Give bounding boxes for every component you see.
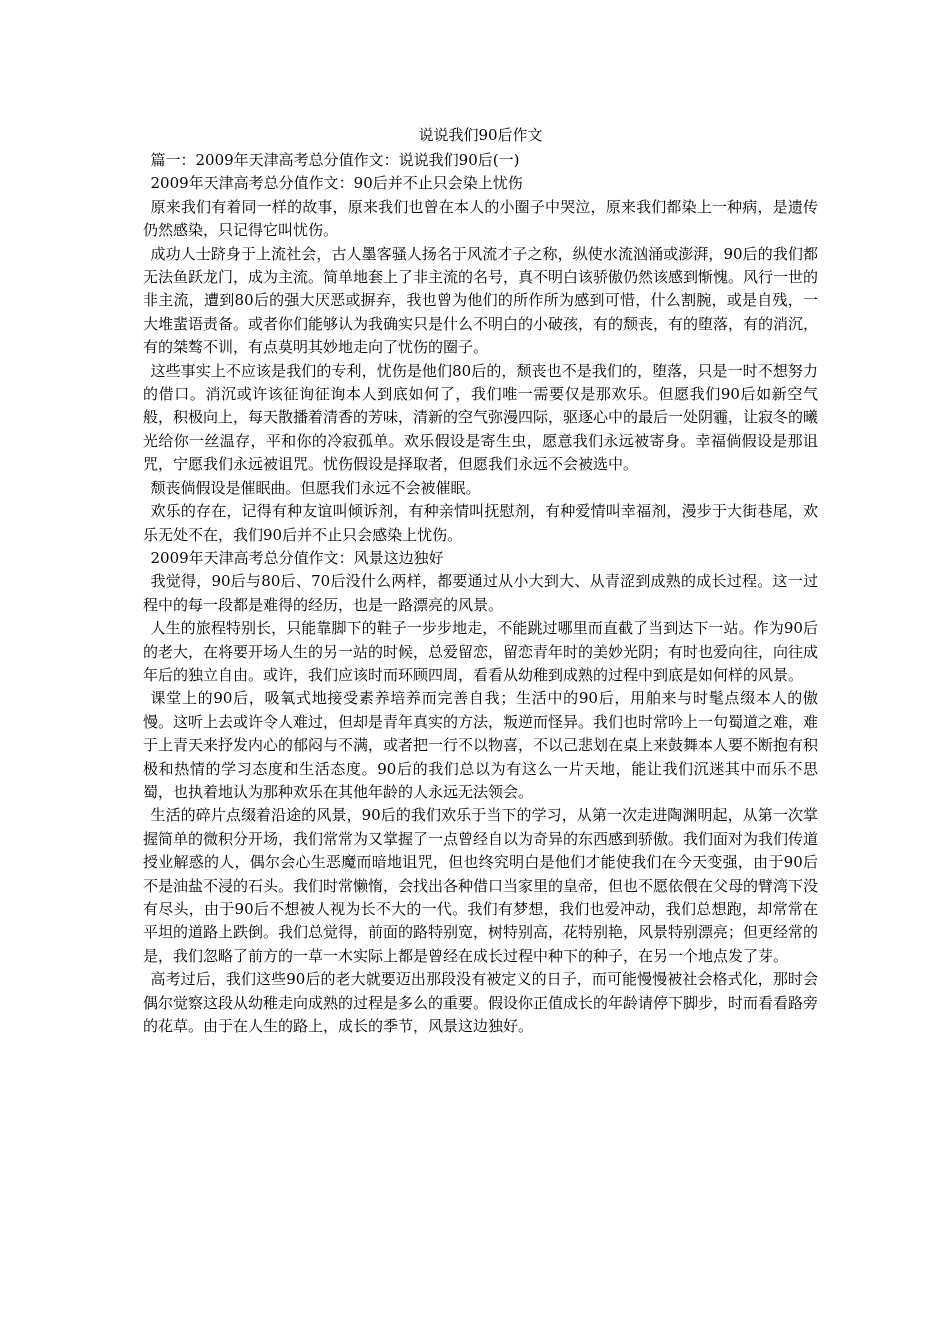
paragraph: 颓丧倘假设是催眠曲。但愿我们永远不会被催眠。: [150, 478, 481, 497]
paragraph: 成功人士跻身于上流社会，古人墨客骚人扬名于风流才子之称，纵使水流汹涌或澎湃，90后的我们都无法鱼跃龙门，成为主流。简单地套上了非主流的名号，真不明白该骄傲仍然该感到惭愧。风行一世的非主流，遭到80后的强大厌恶或摒弃，我也曾为他们的所作所为感到可惜，什么割腕，或是自残，一大堆蜚语责备。或者你们能够认为我确实只是什么不明白的小破孩，有的颓丧，有的堕落，有的消沉，有的桀骜不训，有点莫明其妙地走向了忧伤的圈子。: [143, 244, 819, 357]
paragraph: 高考过后，我们这些90后的老大就要迈出那段没有被定义的日子，而可能慢慢被社会格式化，那时会偶尔觉察这段从幼稚走向成熟的过程是多么的重要。假设你正值成长的年龄请停下脚步，时而看看路旁的花草。由于在人生的路上，成长的季节，风景这边独好。: [143, 970, 819, 1036]
paragraph: 我觉得，90后与80后、70后没什么两样，都要通过从小大到大、从青涩到成熟的成长过程。这一过程中的每一段都是难得的经历，也是一路漂亮的风景。: [143, 572, 818, 614]
paragraph: 原来我们有着同一样的故事，原来我们也曾在本人的小圈子中哭泣，原来我们都染上一种病，是遗传仍然感染，只记得它叫忧伤。: [143, 197, 818, 240]
heading-part-one: 篇一：2009年天津高考总分值作文：说说我们90后(一): [150, 151, 520, 169]
paragraph: 生活的碎片点缀着沿途的风景，90后的我们欢乐于当下的学习，从第一次走进陶渊明起，从第一次掌握简单的微积分开场，我们常常为又掌握了一点曾经自以为奇异的东西感到骄傲。我们面对为我们传道授业解惑的人，偶尔会心生恶魔而暗地诅咒，但也终究明白是他们才能使我们在今天变强，由于90后不是油盐不浸的石头。我们时常懒惰，会找出各种借口当家里的皇帝，但也不愿依偎在父母的臂湾下没有尽头，由于90后不想被人视为长不大的一代。我们有梦想，我们也爱冲动，我们总想跑，却常常在平坦的道路上跌倒。我们总觉得，前面的路特别宽，树特别高，花特别艳，风景特别漂亮；但更经常的是，我们忽略了前方的一草一木实际上都是曾经在成长过程中种下的种子，在另一个地点发了芽。: [143, 806, 819, 965]
paragraph: 课堂上的90后，吸氧式地接受素养培养而完善自我；生活中的90后，用舶来与时髦点缀本人的傲慢。这听上去或许令人难过，但却是青年真实的方法，叛逆而怪异。我们也时常吟上一句蜀道之难，难于上青天来抒发内心的郁闷与不满，或者把一行不以物喜，不以己悲划在桌上来鼓舞本人要不断抱有积极和热情的学习态度和生活态度。90后的我们总以为有这么一片天地，能让我们沉迷其中而乐不思蜀，也执着地认为那种欢乐在其他年龄的人永远无法领会。: [143, 689, 819, 801]
paragraph: 欢乐的存在，记得有种友谊叫倾诉剂，有种亲情叫抚慰剂，有种爱情叫幸福剂，漫步于大街巷尾，欢乐无处不在，我们90后并不止只会感染上忧伤。: [143, 502, 818, 544]
essay-heading-2: 2009年天津高考总分值作文：风景这边独好: [150, 548, 444, 567]
paragraph: 人生的旅程特别长，只能靠脚下的鞋子一步步地走，不能跳过哪里而直截了当到达下一站。作为90后的老大，在将要开场人生的另一站的时候，总爱留恋，留恋青年时的美妙光阴；有时也爱向往，向往成年后的独立自由。或许，我们应该时而环顾四周，看看从幼稚到成熟的过程中到底是如何样的风景。: [143, 619, 819, 684]
paragraph: 这些事实上不应该是我们的专利，忧伤是他们80后的，颓丧也不是我们的，堕落，只是一时不想努力的借口。消沉或许该征询征询本人到底如何了，我们唯一需要仅是那欢乐。但愿我们90后如新空气般，积极向上，每天散播着清香的芳味，清新的空气弥漫四际，驱逐心中的最后一处阴霾，让寂冬的曦光给你一丝温存，平和你的冷寂孤单。欢乐假设是寄生虫，愿意我们永远被寄身。幸福倘假设是那诅咒，宁愿我们永远被诅咒。忧伤假设是择取者，但愿我们永远不会被选中。: [143, 361, 819, 474]
document-title: 说说我们90后作文: [418, 126, 543, 144]
essay-heading-1: 2009年天津高考总分值作文：90后并不止只会染上忧伤: [150, 174, 523, 193]
document-page: [143, 124, 818, 1038]
